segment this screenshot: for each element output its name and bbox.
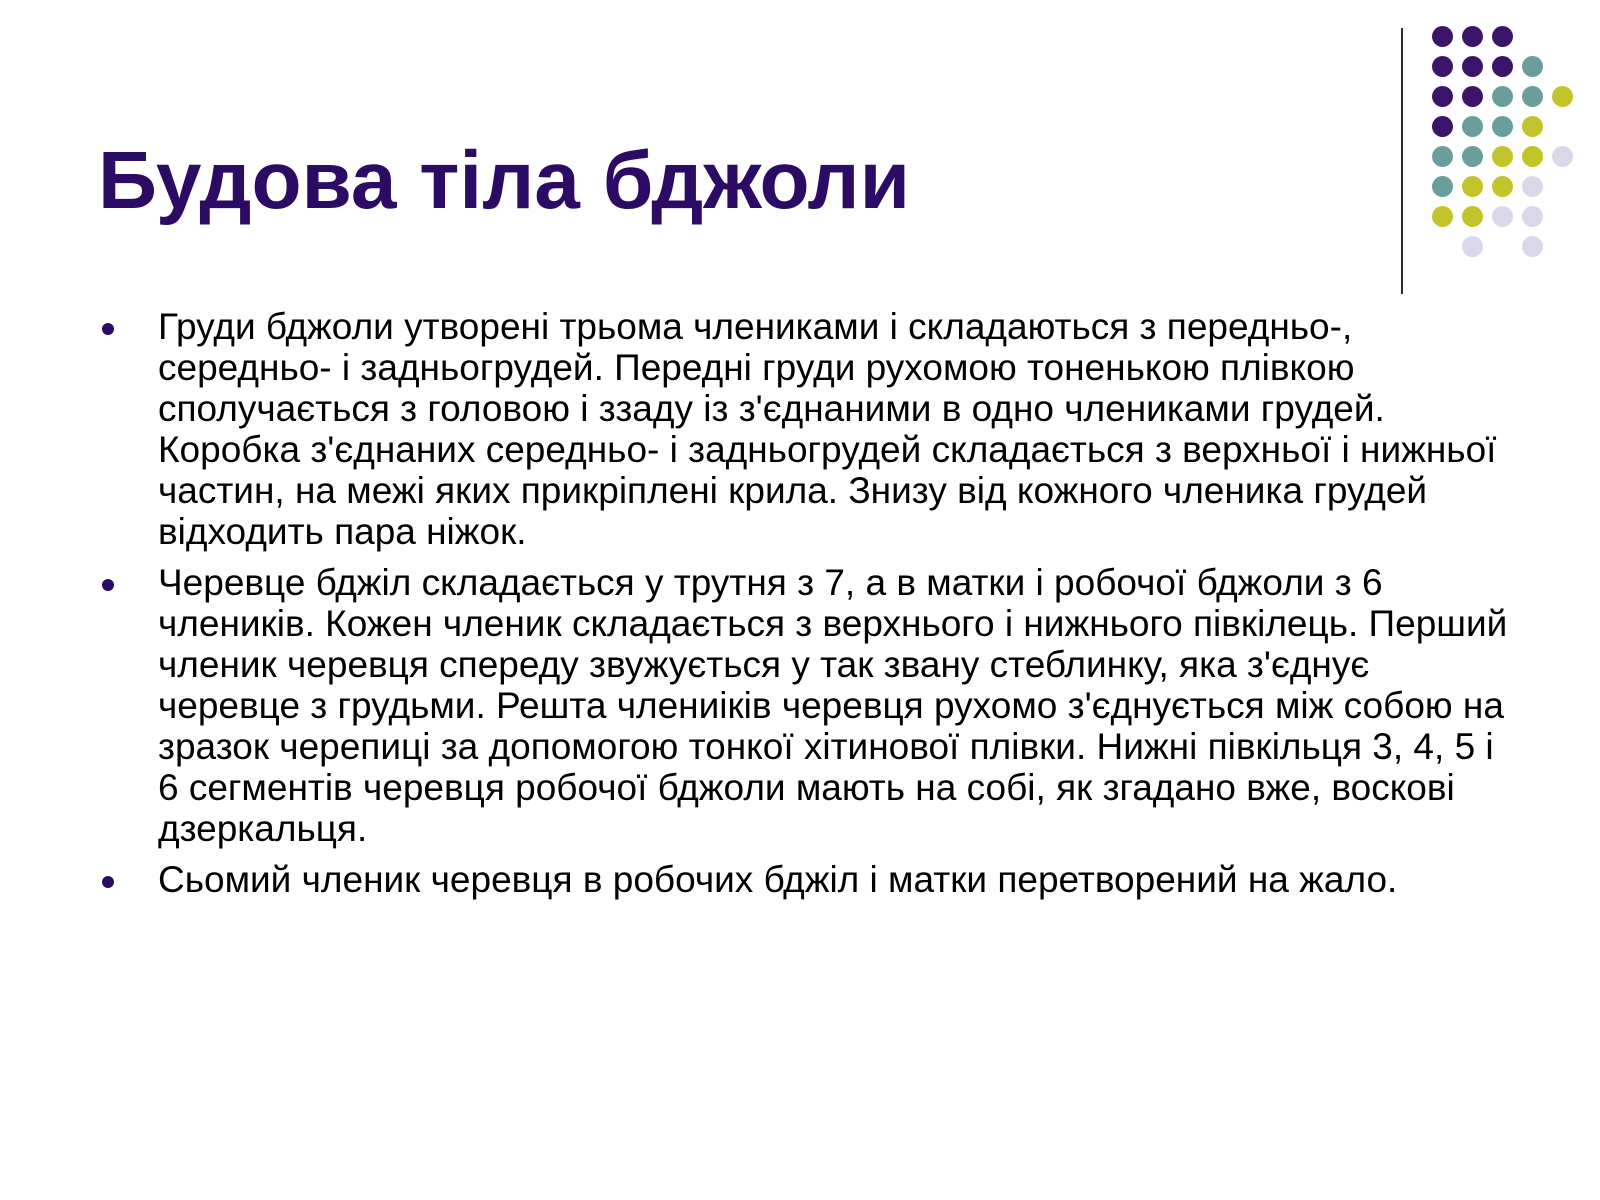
bullet-item: [0, 562, 1600, 849]
decorative-dot: [1432, 176, 1453, 197]
decorative-dot: [1522, 86, 1543, 107]
decorative-dot: [1522, 116, 1543, 137]
bullet-item: [0, 859, 1600, 900]
decorative-dot: [1462, 86, 1483, 107]
decorative-dot: [1432, 146, 1453, 167]
bullet-list: [0, 306, 1600, 910]
decorative-dot: [1492, 206, 1513, 227]
decorative-dot: [1432, 206, 1453, 227]
decorative-dot: [1552, 146, 1573, 167]
title-divider: [1401, 28, 1403, 294]
bullet-text: Груди бджоли утворені трьома члениками і складаються з передньо-, середньо- і задньогрудей. Передні груди рухомою тоненькою плівкою сполучається з головою і ззаду із з'єднаними в одно члениками грудей. Коробка з'єднаних середньо- і задньогрудей складається з верхньої і нижньої частин, на межі яких прикріплені крила. Знизу від кожного членика грудей відходить пара ніжок.: [158, 306, 1497, 552]
decorative-dot: [1522, 176, 1543, 197]
bullet-marker: [102, 323, 114, 335]
decorative-dot: [1492, 26, 1513, 47]
decorative-dot: [1462, 116, 1483, 137]
decorative-dot: [1462, 206, 1483, 227]
decorative-dot: [1492, 116, 1513, 137]
decorative-dot: [1522, 146, 1543, 167]
decorative-dot: [1432, 116, 1453, 137]
bullet-text: Сьомий членик черевця в робочих бджіл і матки перетворений на жало.: [158, 859, 1398, 900]
decorative-dot: [1432, 86, 1453, 107]
decorative-dot: [1522, 236, 1543, 257]
bullet-marker: [102, 876, 114, 888]
decorative-dot: [1462, 146, 1483, 167]
decorative-dot: [1432, 56, 1453, 77]
bullet-text: Черевце бджіл складається у трутня з 7, а в матки і робочої бджоли з 6 члеників. Кожен членик складається з верхнього і нижнього півкілець. Перший членик черевця спереду звужується у так звану стеблинку, яка з'єднує черевце з грудьми. Решта члениіків черевця рухомо з'єднується між собою на зразок черепиці за допомогою тонкої хітинової плівки. Нижні півкільця 3, 4, 5 і 6 сегментів черевця робочої бджоли мають на собі, як згадано вже, воскові дзеркальця.: [158, 562, 1508, 849]
decorative-dot: [1492, 86, 1513, 107]
bullet-item: [0, 306, 1600, 552]
decorative-dot: [1462, 176, 1483, 197]
decorative-dot: [1462, 26, 1483, 47]
bullet-marker: [102, 579, 114, 591]
decorative-dot: [1522, 206, 1543, 227]
decorative-dot: [1492, 56, 1513, 77]
decorative-dot: [1492, 146, 1513, 167]
decorative-dot: [1492, 176, 1513, 197]
decorative-dot: [1522, 56, 1543, 77]
decorative-dot: [1552, 86, 1573, 107]
decorative-dot: [1462, 56, 1483, 77]
decorative-dot: [1462, 236, 1483, 257]
decorative-dot: [1432, 26, 1453, 47]
slide-title: Будова тіла бджоли: [98, 135, 910, 226]
